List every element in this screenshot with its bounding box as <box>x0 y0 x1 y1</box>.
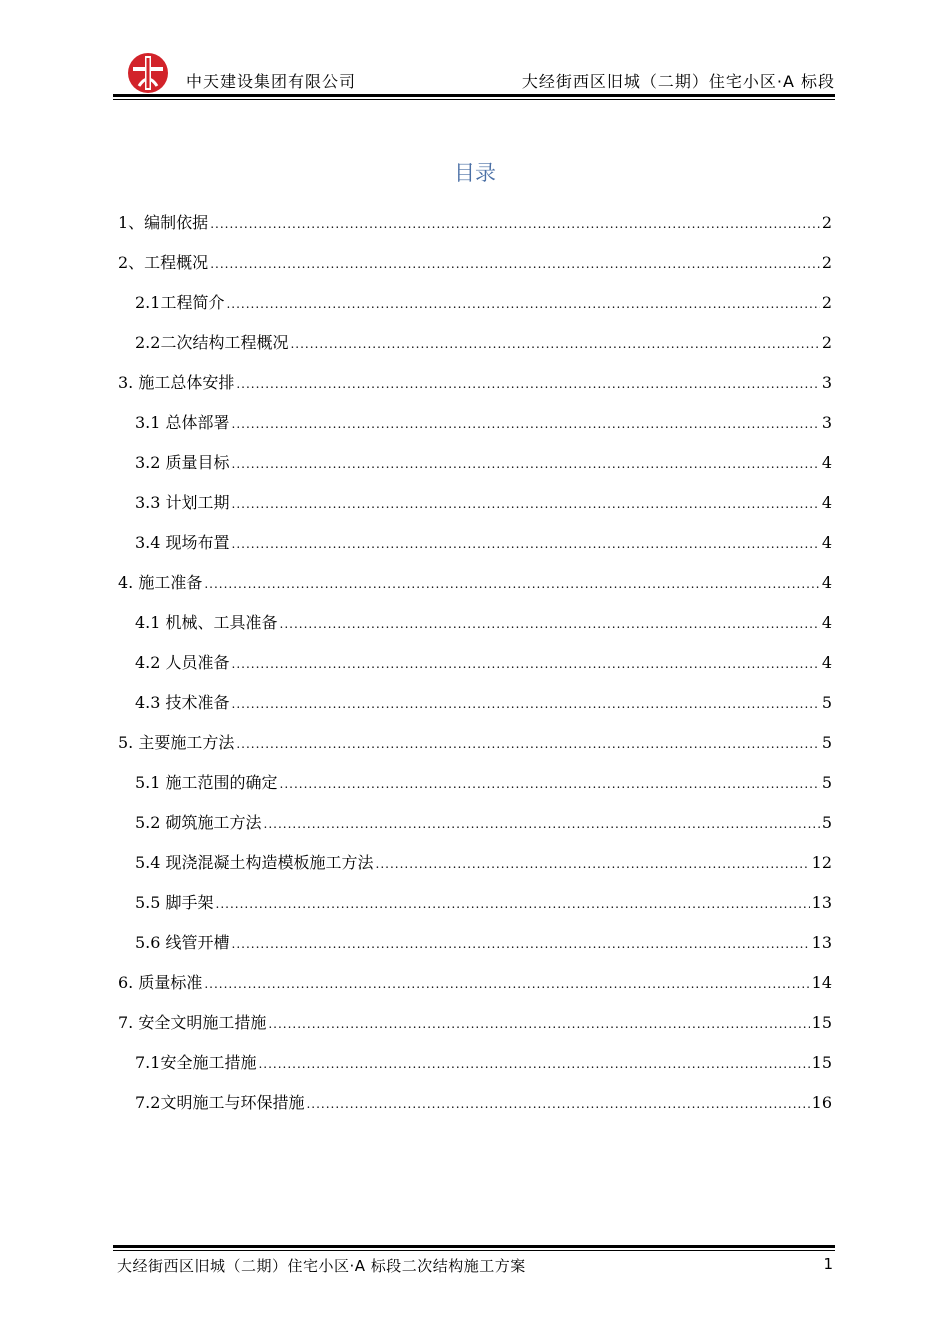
toc-entry-page: 2 <box>821 293 832 312</box>
toc-entry[interactable] <box>118 1050 832 1090</box>
toc-leader-dots <box>280 613 820 632</box>
toc-entry-label: 4. 施工准备 <box>118 573 203 592</box>
toc-entry[interactable] <box>118 810 832 850</box>
toc-entry[interactable] <box>118 930 832 970</box>
toc-entry-label: 4.1 机械、工具准备 <box>135 613 278 632</box>
project-name: 大经街西区旧城（二期）住宅小区·A 标段 <box>521 72 835 91</box>
toc-leader-dots <box>264 813 820 832</box>
toc-leader-dots <box>232 933 810 952</box>
toc-leader-dots <box>236 733 819 752</box>
toc-entry-page: 5 <box>821 813 832 832</box>
toc-entry[interactable] <box>118 690 832 730</box>
toc-entry-label: 5.5 脚手架 <box>135 893 214 912</box>
toc-entry[interactable] <box>118 1010 832 1050</box>
toc-entry-page: 3 <box>821 413 832 432</box>
footer-rule <box>113 1245 835 1248</box>
toc-entry[interactable] <box>118 570 832 610</box>
toc-entry-page: 15 <box>811 1053 832 1072</box>
toc-entry-page: 13 <box>811 933 832 952</box>
toc-entry-page: 14 <box>811 973 832 992</box>
toc-entry-page: 2 <box>821 213 832 232</box>
toc-leader-dots <box>232 413 820 432</box>
toc-entry-label: 5.6 线管开槽 <box>135 933 230 952</box>
toc-entry-page: 5 <box>821 733 832 752</box>
toc-entry[interactable] <box>118 370 832 410</box>
toc-entry-label: 5.4 现浇混凝土构造模板施工方法 <box>135 853 374 872</box>
toc-entry-label: 7.1安全施工措施 <box>135 1053 257 1072</box>
toc-entry-page: 16 <box>811 1093 832 1112</box>
footer-document-title: 大经街西区旧城（二期）住宅小区·A 标段二次结构施工方案 <box>117 1257 526 1275</box>
toc-entry-page: 5 <box>821 773 832 792</box>
toc-entry[interactable] <box>118 530 832 570</box>
table-of-contents <box>118 210 832 1130</box>
toc-leader-dots <box>268 1013 809 1032</box>
toc-entry[interactable] <box>118 970 832 1010</box>
toc-entry-label: 2.2二次结构工程概况 <box>135 333 289 352</box>
toc-entry-page: 4 <box>821 533 832 552</box>
toc-leader-dots <box>232 693 820 712</box>
header-rule <box>113 94 835 97</box>
toc-leader-dots <box>210 213 820 232</box>
toc-entry-page: 4 <box>821 653 832 672</box>
toc-entry-page: 4 <box>821 493 832 512</box>
toc-leader-dots <box>290 333 819 352</box>
toc-entry-label: 5. 主要施工方法 <box>118 733 235 752</box>
toc-entry[interactable] <box>118 330 832 370</box>
company-logo-icon <box>127 52 169 94</box>
toc-leader-dots <box>232 493 820 512</box>
toc-entry-label: 2、工程概况 <box>118 253 209 272</box>
toc-entry-page: 2 <box>821 253 832 272</box>
toc-entry-label: 6. 质量标准 <box>118 973 203 992</box>
toc-entry-label: 3. 施工总体安排 <box>118 373 235 392</box>
toc-leader-dots <box>232 533 820 552</box>
toc-leader-dots <box>306 1093 809 1112</box>
toc-entry-page: 4 <box>821 613 832 632</box>
toc-entry-label: 1、编制依据 <box>118 213 209 232</box>
toc-entry-page: 4 <box>821 453 832 472</box>
footer-page-number: 1 <box>823 1255 833 1273</box>
toc-entry[interactable] <box>118 210 832 250</box>
toc-entry-label: 7. 安全文明施工措施 <box>118 1013 267 1032</box>
toc-entry[interactable] <box>118 730 832 770</box>
toc-entry-page: 13 <box>811 893 832 912</box>
toc-entry[interactable] <box>118 410 832 450</box>
footer-rule-thin <box>113 1250 835 1251</box>
toc-entry-page: 4 <box>821 573 832 592</box>
toc-leader-dots <box>226 293 819 312</box>
toc-entry[interactable] <box>118 890 832 930</box>
company-name: 中天建设集团有限公司 <box>186 72 357 91</box>
toc-entry-page: 3 <box>821 373 832 392</box>
toc-entry[interactable] <box>118 290 832 330</box>
toc-leader-dots <box>204 973 809 992</box>
toc-entry[interactable] <box>118 450 832 490</box>
toc-leader-dots <box>232 653 820 672</box>
toc-entry-label: 4.2 人员准备 <box>135 653 230 672</box>
toc-entry[interactable] <box>118 650 832 690</box>
toc-entry-label: 3.4 现场布置 <box>135 533 230 552</box>
toc-title: 目录 <box>454 161 496 185</box>
toc-leader-dots <box>232 453 820 472</box>
toc-entry-page: 15 <box>811 1013 832 1032</box>
toc-leader-dots <box>236 373 819 392</box>
toc-leader-dots <box>280 773 820 792</box>
toc-entry-label: 3.3 计划工期 <box>135 493 230 512</box>
toc-entry-label: 3.1 总体部署 <box>135 413 230 432</box>
header-rule-thin <box>113 99 835 100</box>
toc-entry-label: 7.2文明施工与环保措施 <box>135 1093 305 1112</box>
toc-entry-label: 4.3 技术准备 <box>135 693 230 712</box>
toc-entry[interactable] <box>118 850 832 890</box>
toc-leader-dots <box>376 853 810 872</box>
toc-entry-label: 5.2 砌筑施工方法 <box>135 813 262 832</box>
toc-entry-label: 3.2 质量目标 <box>135 453 230 472</box>
toc-leader-dots <box>258 1053 809 1072</box>
toc-leader-dots <box>210 253 820 272</box>
toc-entry-page: 2 <box>821 333 832 352</box>
toc-leader-dots <box>216 893 810 912</box>
page-header <box>113 48 835 98</box>
toc-entry[interactable] <box>118 770 832 810</box>
toc-entry[interactable] <box>118 1090 832 1130</box>
toc-entry-page: 5 <box>821 693 832 712</box>
toc-entry-label: 2.1工程简介 <box>135 293 225 312</box>
toc-entry[interactable] <box>118 490 832 530</box>
toc-leader-dots <box>204 573 819 592</box>
toc-entry-label: 5.1 施工范围的确定 <box>135 773 278 792</box>
toc-entry-page: 12 <box>811 853 832 872</box>
toc-entry[interactable] <box>118 250 832 290</box>
toc-entry[interactable] <box>118 610 832 650</box>
